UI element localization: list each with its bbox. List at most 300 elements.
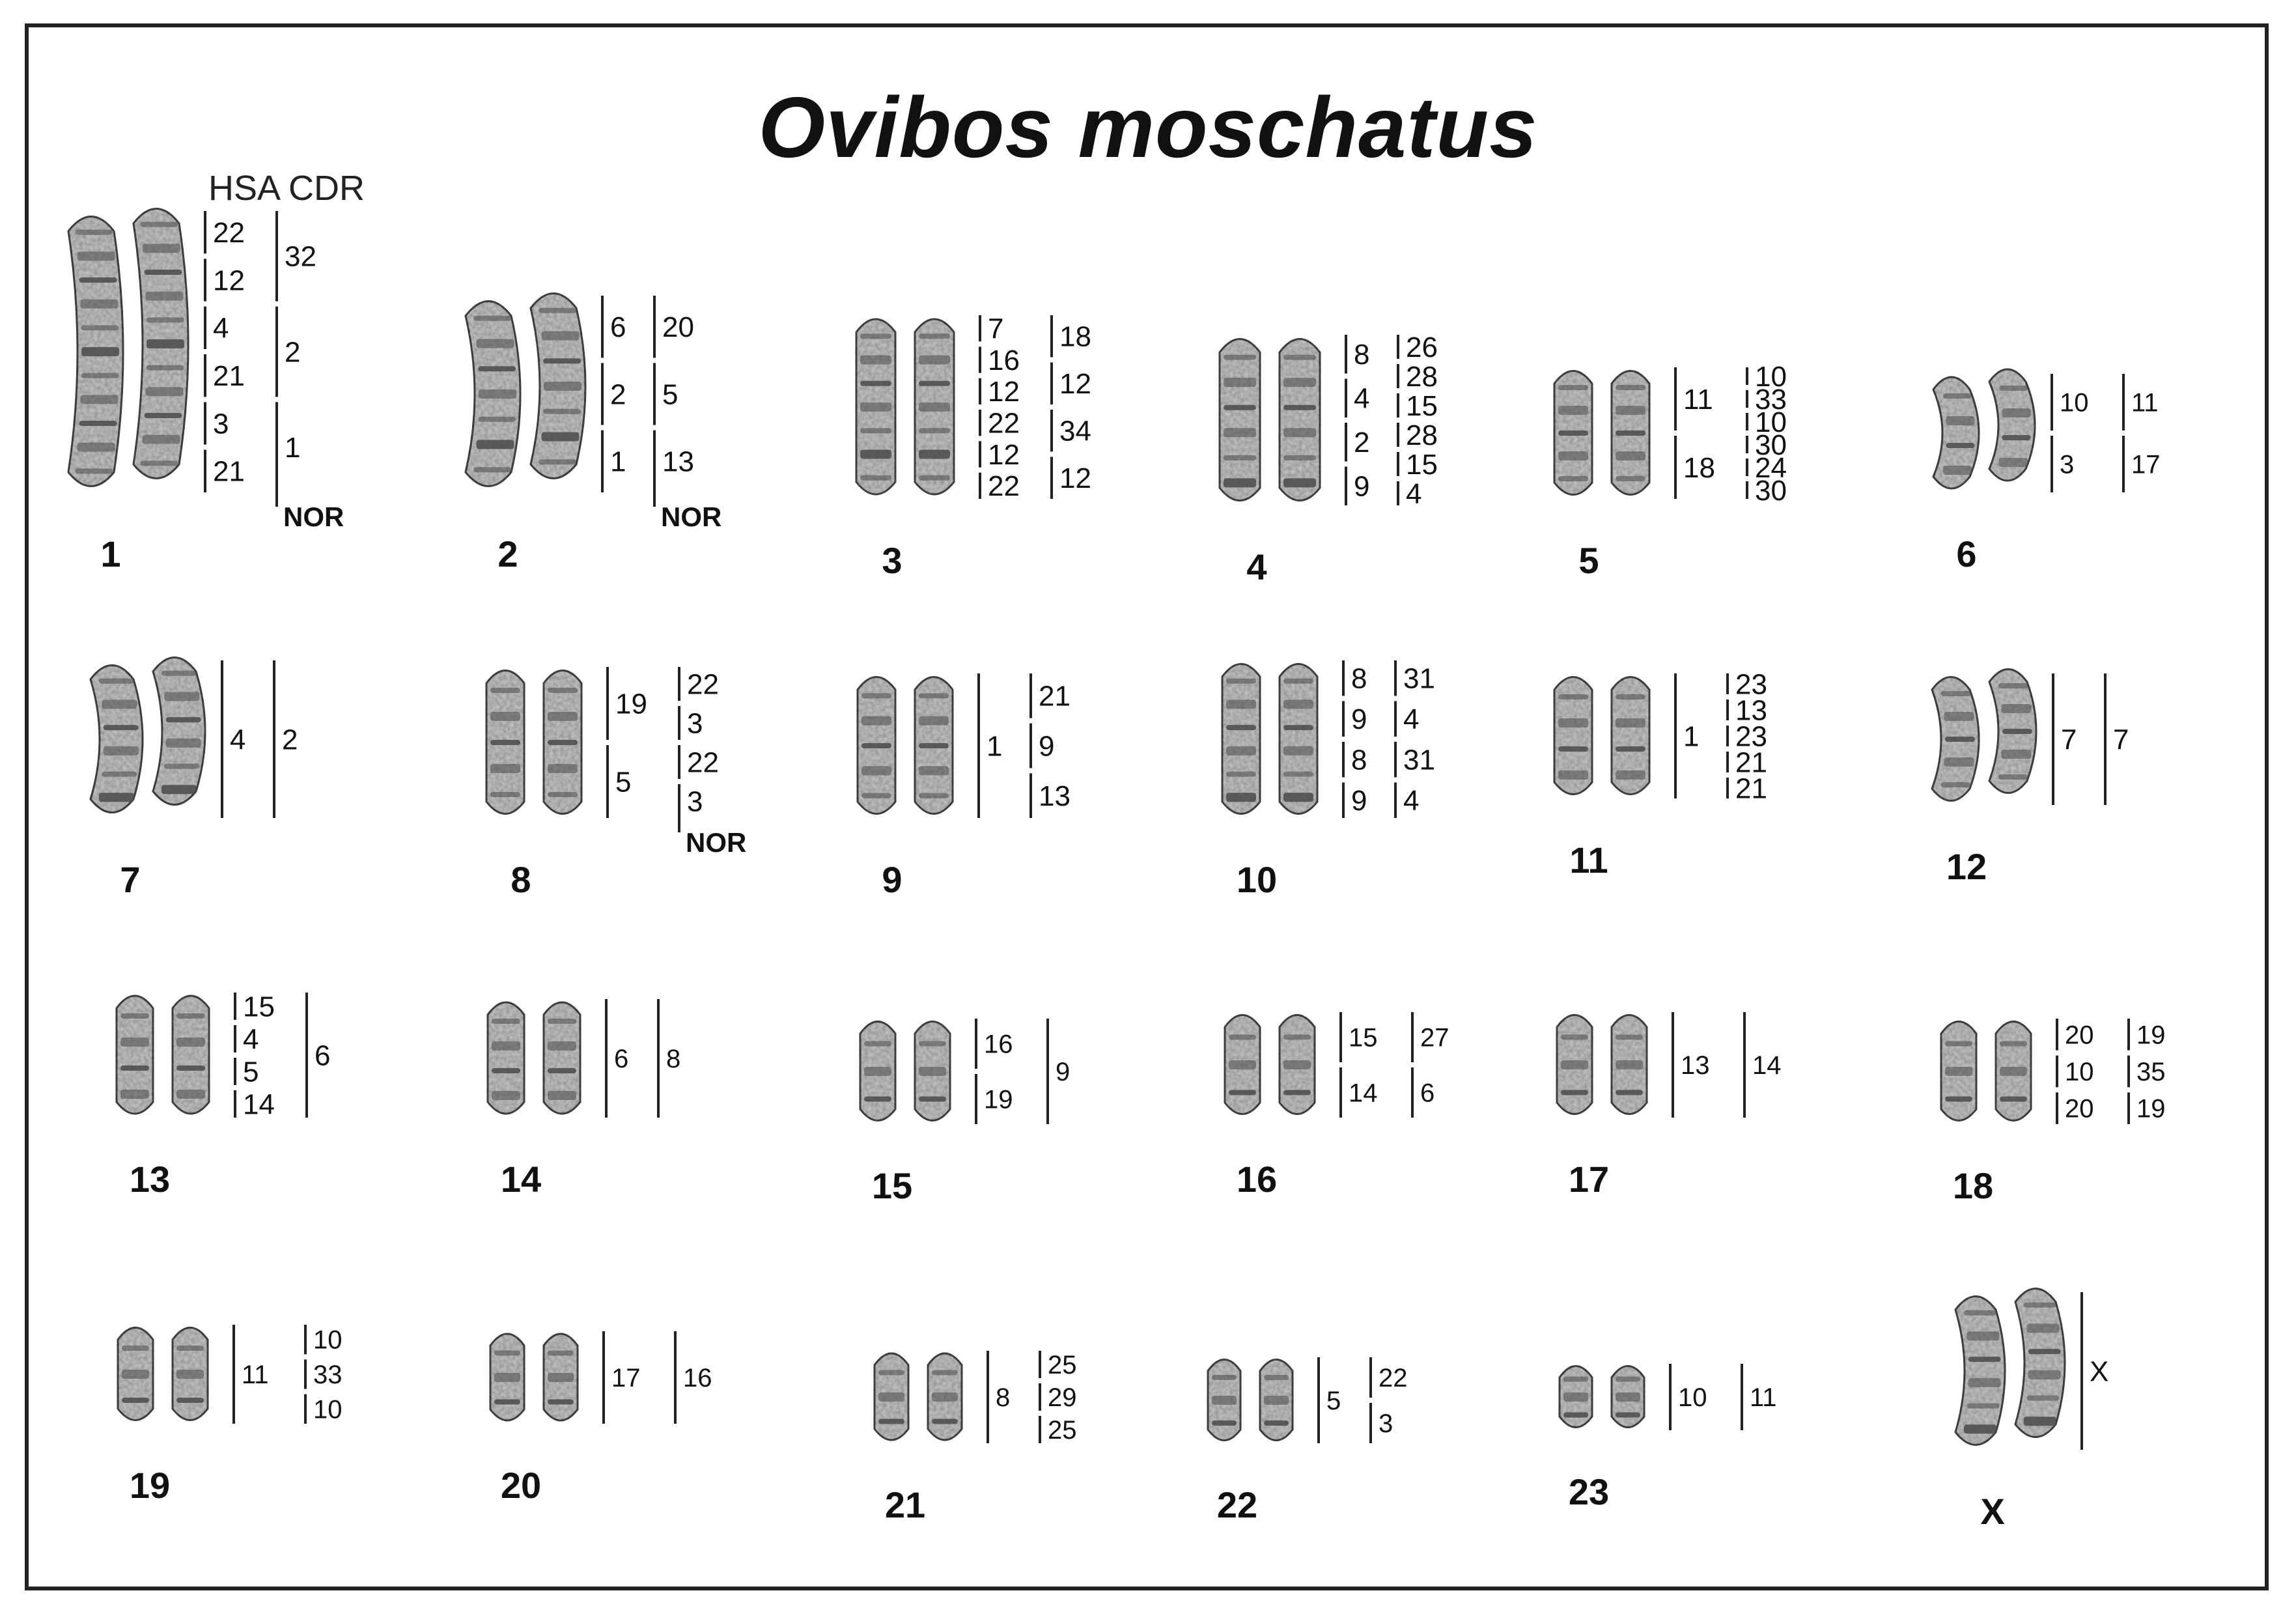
cdr-col2-label: 30: [1755, 474, 1787, 507]
chromosome-band: [1941, 782, 1971, 787]
chromosome-band: [2024, 1417, 2056, 1426]
chromosome-band: [1616, 385, 1645, 390]
chromosome-band: [1226, 746, 1256, 755]
chromosome-pair-11: [1554, 668, 1767, 881]
chromosome-number: 19: [129, 1465, 171, 1506]
cdr-col2-label: 9: [1039, 730, 1055, 763]
chromosome-band: [75, 468, 113, 473]
cdr-col2-label: 32: [285, 240, 316, 273]
chromosome-band: [548, 1019, 576, 1024]
chromosome-band: [81, 373, 119, 378]
chromosome-band: [1967, 1331, 1999, 1340]
chromosome-band: [1224, 405, 1256, 410]
chromosome-band: [1616, 1060, 1643, 1069]
chromosome-band: [1964, 1310, 1996, 1316]
chromosome-band: [1998, 774, 2028, 780]
cdr-col1-label: 18: [1683, 451, 1715, 484]
chromosome-band: [548, 792, 578, 797]
chromosome-band: [176, 1370, 204, 1379]
chromosome-pair-23: [1560, 1364, 1777, 1512]
chromosome-band: [143, 244, 180, 253]
chromosome-band: [1616, 1392, 1640, 1402]
cdr-col2-label: 35: [2136, 1058, 2166, 1086]
chromosome-band: [477, 339, 514, 348]
chromosome-band: [1968, 1378, 2001, 1387]
chromosome-band: [1999, 458, 2028, 467]
chromosome-pair-1: [68, 209, 344, 575]
chromosome-band: [478, 417, 516, 422]
chromosome-band: [166, 739, 201, 748]
chromosome-band: [1229, 1035, 1256, 1040]
chromosome-number: 7: [120, 859, 141, 900]
cdr-col1-label: 5: [243, 1056, 259, 1088]
chromosome-number: 3: [882, 540, 903, 581]
cdr-col1-label: 6: [614, 1045, 629, 1073]
chromosome-number: 14: [500, 1159, 542, 1200]
chromosome-band: [492, 1091, 520, 1100]
chromosome-band: [548, 1351, 574, 1356]
chromosome-band: [1283, 746, 1313, 755]
chromosome-band: [2026, 1396, 2059, 1401]
chromosome-pair-19: [118, 1325, 343, 1506]
cdr-col2-label: 8: [666, 1045, 681, 1073]
chromosome-band: [1945, 1097, 1972, 1102]
chromosome-band: [1967, 1404, 1999, 1409]
chromosome-pair-8: [486, 667, 746, 900]
chromosome-band: [122, 1346, 149, 1351]
chromosome-band: [1964, 1424, 1996, 1433]
chromosome-band: [176, 1346, 204, 1351]
chromosome-band: [1558, 746, 1588, 752]
figure-title: Ovibos moschatus: [758, 79, 1538, 175]
cdr-col1-label: 16: [988, 344, 1020, 376]
cdr-col2-label: 28: [1406, 419, 1438, 451]
chromosome-band: [80, 300, 118, 309]
chromosome-band: [1283, 378, 1316, 387]
cdr-col2-label: 34: [1059, 415, 1091, 447]
chromosome-left: [1955, 1297, 2005, 1445]
chromosome-band: [2001, 704, 2031, 713]
cdr-col2-label: 22: [1379, 1364, 1408, 1392]
chromosome-pair-21: [875, 1351, 1077, 1525]
chromosome-band: [1224, 455, 1256, 460]
cdr-col1-label: 7: [988, 313, 1004, 345]
chromosome-right: [2015, 1289, 2065, 1437]
chromosome-band: [1943, 466, 1972, 475]
chromosome-band: [860, 402, 891, 412]
chromosome-band: [1224, 428, 1256, 437]
chromosome-pair-15: [860, 1019, 1070, 1206]
chromosome-band: [1945, 1041, 1972, 1047]
chromosome-band: [1616, 718, 1645, 727]
cdr-col1-label: 3: [2060, 450, 2075, 479]
chromosome-band: [919, 716, 949, 726]
chromosome-band: [492, 1019, 520, 1024]
cdr-col1-label: 9: [1351, 785, 1367, 817]
chromosome-band: [860, 475, 891, 481]
chromosome-band: [176, 1398, 204, 1403]
chromosome-band: [864, 1041, 891, 1047]
chromosome-band: [1616, 430, 1645, 436]
chromosome-band: [1558, 385, 1588, 390]
chromosome-left: [1220, 339, 1260, 501]
cdr-col1-label: 21: [213, 455, 245, 488]
chromosome-band: [2028, 1349, 2061, 1354]
cdr-col2-label: 19: [2136, 1094, 2166, 1123]
cdr-col2-label: 14: [1752, 1051, 1782, 1080]
cdr-col2-label: 12: [1059, 368, 1091, 401]
chromosome-band: [1563, 1392, 1588, 1402]
chromosome-band: [1946, 443, 1974, 448]
cdr-col2-label: 9: [1056, 1058, 1071, 1086]
chromosome-band: [490, 688, 520, 693]
chromosome-band: [1224, 355, 1256, 360]
cdr-col2-label: 21: [1039, 680, 1071, 713]
chromosome-band: [2002, 435, 2030, 440]
chromosome-band: [864, 1097, 891, 1102]
cdr-col1-label: 12: [988, 438, 1020, 471]
cdr-col2-label: 28: [1406, 360, 1438, 393]
chromosome-band: [1616, 1090, 1643, 1095]
chromosome-band: [145, 413, 182, 418]
chromosome-pair-4: [1220, 332, 1438, 587]
chromosome-right: [1280, 339, 1320, 501]
chromosome-band: [479, 389, 516, 399]
chromosome-right: [153, 658, 205, 805]
chromosome-band: [1563, 1413, 1588, 1418]
chromosome-band: [1283, 355, 1316, 360]
cdr-col1-label: 8: [996, 1383, 1011, 1412]
chromosome-band: [1283, 699, 1313, 709]
cdr-col2-label: 25: [1048, 1416, 1077, 1445]
cdr-col2-label: 33: [313, 1361, 343, 1389]
chromosome-band: [1283, 679, 1313, 684]
chromosome-band: [494, 1400, 520, 1405]
chromosome-band: [1616, 1035, 1643, 1040]
cdr-col1-label: 8: [1354, 339, 1370, 371]
cdr-col2-label: 24: [1755, 451, 1787, 484]
cdr-col2-label: 10: [1755, 360, 1787, 393]
cdr-col2-label: 15: [1406, 448, 1438, 481]
cdr-col1-label: 19: [615, 688, 647, 720]
chromosome-band: [1616, 1413, 1640, 1418]
cdr-col1-label: 22: [988, 470, 1020, 503]
chromosome-band: [104, 746, 139, 755]
chromosome-band: [1226, 772, 1256, 777]
chromosome-band: [548, 1041, 576, 1051]
chromosome-band: [919, 1041, 946, 1047]
chromosome-band: [878, 1370, 904, 1376]
cdr-col2-label: 6: [1420, 1079, 1435, 1108]
chromosome-band: [2028, 1370, 2061, 1379]
chromosome-band: [1264, 1375, 1289, 1380]
chromosome-band: [478, 366, 516, 371]
chromosome-pair-9: [858, 673, 1071, 900]
cdr-col2-label: 4: [1403, 703, 1420, 736]
chromosome-band: [1944, 757, 1974, 767]
cdr-col2-label: 10: [1755, 406, 1787, 438]
chromosome-number: 9: [882, 859, 903, 900]
cdr-col1-label: 17: [611, 1364, 641, 1392]
chromosome-band: [1616, 451, 1645, 460]
chromosome-band: [548, 712, 578, 721]
chromosome-number: 16: [1236, 1159, 1278, 1200]
chromosome-band: [120, 1037, 149, 1047]
chromosome-band: [161, 785, 197, 794]
chromosome-band: [1212, 1396, 1237, 1405]
chromosome-band: [1563, 1377, 1588, 1382]
nor-label: NOR: [661, 501, 722, 532]
chromosome-band: [122, 1370, 149, 1379]
cdr-col2-label: 11: [1750, 1383, 1777, 1412]
cdr-col2-label: 15: [1406, 389, 1438, 422]
chromosome-pair-22: [1208, 1357, 1408, 1525]
chromosome-band: [2000, 1041, 2027, 1047]
chromosome-band: [1616, 1377, 1640, 1382]
chromosome-band: [1944, 712, 1974, 721]
chromosome-band: [147, 339, 184, 348]
chromosome-band: [1616, 694, 1645, 699]
chromosome-band: [176, 1066, 205, 1071]
chromosome-band: [861, 743, 891, 748]
cdr-col1-label: 5: [1326, 1387, 1341, 1415]
cdr-col2-label: 3: [687, 707, 703, 740]
chromosome-band: [861, 766, 891, 775]
chromosome-band: [492, 1041, 520, 1051]
chromosome-band: [1283, 428, 1316, 437]
chromosome-number: 23: [1568, 1471, 1610, 1512]
chromosome-band: [1558, 476, 1588, 481]
chromosome-band: [1998, 683, 2028, 688]
chromosome-band: [164, 764, 199, 769]
chromosome-band: [860, 381, 891, 386]
chromosome-band: [104, 725, 139, 730]
cdr-col2-label: 22: [687, 668, 719, 701]
cdr-col2-label: 13: [1735, 694, 1767, 727]
cdr-col1-label: 22: [213, 217, 245, 249]
chromosome-band: [120, 1090, 149, 1099]
chromosome-band: [861, 793, 891, 798]
chromosome-band: [102, 772, 137, 777]
cdr-col1-label: 6: [610, 311, 626, 344]
chromosome-band: [1226, 793, 1256, 802]
chromosome-band: [860, 356, 891, 365]
chromosome-band: [919, 1067, 946, 1076]
chromosome-number: 22: [1216, 1484, 1258, 1525]
cdr-col1-label: 22: [988, 407, 1020, 440]
chromosome-band: [1212, 1375, 1237, 1380]
cdr-col2-label: 10: [313, 1325, 343, 1355]
chromosome-band: [1283, 1090, 1311, 1095]
chromosome-number: 10: [1236, 859, 1278, 900]
chromosome-pair-5: [1554, 361, 1787, 581]
cdr-col2-label: 12: [1059, 462, 1091, 495]
cdr-col2-label: 20: [662, 311, 694, 344]
chromosome-band: [542, 332, 580, 341]
cdr-col2-label: 5: [662, 378, 679, 411]
chromosome-band: [543, 358, 581, 363]
cdr-col2-label: 19: [2136, 1021, 2166, 1050]
chromosome-number: 11: [1569, 840, 1608, 881]
cdr-col1-label: 15: [243, 991, 275, 1023]
chromosome-band: [2026, 1323, 2059, 1333]
chromosome-band: [79, 421, 117, 426]
chromosome-pair-2: [466, 294, 721, 575]
cdr-col1-label: 9: [1354, 470, 1370, 503]
chromosome-band: [1212, 1420, 1237, 1426]
chromosome-band: [1224, 478, 1256, 487]
chromosome-band: [860, 333, 891, 339]
cdr-col2-label: 31: [1403, 744, 1435, 776]
chromosome-band: [490, 764, 520, 773]
chromosome-band: [81, 347, 119, 356]
chromosome-band: [120, 1066, 149, 1071]
cdr-col1-label: 10: [2065, 1058, 2094, 1086]
chromosome-number: 13: [129, 1159, 171, 1200]
chromosome-band: [1561, 1060, 1588, 1069]
chromosome-band: [99, 793, 134, 802]
chromosome-band: [164, 692, 199, 701]
chromosome-band: [1283, 455, 1316, 460]
chromosome-band: [492, 1068, 520, 1073]
chromosome-band: [860, 428, 891, 433]
chromosome-band: [548, 688, 578, 693]
cdr-col2-label: 25: [1048, 1351, 1077, 1379]
chromosome-band: [1946, 416, 1974, 425]
cdr-col1-label: 13: [1681, 1051, 1710, 1080]
chromosome-number: 4: [1246, 546, 1267, 587]
cdr-col2-label: 16: [683, 1364, 712, 1392]
cdr-col2-label: 10: [313, 1395, 343, 1424]
chromosome-band: [494, 1351, 520, 1356]
chromosome-band: [1558, 718, 1588, 727]
cdr-col1-label: 20: [2065, 1021, 2094, 1050]
chromosome-band: [473, 316, 511, 321]
cdr-col2-label: 27: [1420, 1023, 1449, 1052]
cdr-col2-label: 1: [285, 432, 301, 464]
chromosome-band: [878, 1392, 904, 1402]
chromosome-band: [490, 712, 520, 721]
chromosome-band: [145, 292, 183, 301]
chromosome-band: [145, 387, 183, 396]
cdr-col1-label: 14: [243, 1088, 275, 1121]
chromosome-band: [176, 1013, 205, 1019]
hsa-cdr-header: HSA CDR: [208, 169, 365, 208]
cdr-col2-label: 29: [1048, 1383, 1077, 1412]
cdr-col2-label: 2: [282, 724, 298, 756]
chromosome-band: [1264, 1396, 1289, 1405]
chromosome-band: [1283, 478, 1316, 487]
chromosome-band: [919, 793, 949, 798]
cdr-col2-label: 2: [285, 336, 301, 369]
chromosome-band: [1229, 1060, 1256, 1069]
chromosome-band: [932, 1370, 958, 1376]
chromosome-band: [1283, 772, 1313, 777]
chromosome-band: [1264, 1420, 1289, 1426]
chromosome-band: [2000, 1067, 2027, 1076]
cdr-col1-label: 20: [2065, 1094, 2094, 1123]
chromosome-pair-20: [490, 1331, 712, 1506]
cdr-col1-label: 19: [984, 1085, 1013, 1114]
chromosome-band: [1945, 1067, 1972, 1076]
chromosome-pair-10: [1222, 660, 1435, 900]
chromosome-band: [1226, 699, 1256, 709]
cdr-col1-label: 8: [1351, 744, 1367, 776]
cdr-col1-label: 10: [1678, 1383, 1707, 1412]
chromosome-band: [79, 277, 117, 283]
cdr-col1-label: 2: [610, 378, 626, 411]
chromosome-band: [919, 743, 949, 748]
chromosome-number: 21: [884, 1484, 926, 1525]
chromosome-band: [473, 467, 511, 472]
cdr-col1-label: 12: [988, 376, 1020, 408]
cdr-col2-label: 4: [1406, 477, 1422, 510]
cdr-col1-label: 8: [1351, 662, 1367, 695]
chromosome-band: [1558, 430, 1588, 436]
chromosome-band: [2024, 1303, 2056, 1308]
chromosome-right: [1280, 664, 1317, 814]
chromosome-band: [919, 356, 950, 365]
chromosome-band: [166, 717, 201, 722]
chromosome-number: 8: [511, 859, 531, 900]
cdr-col1-label: 4: [1354, 382, 1370, 415]
chromosome-band: [477, 440, 514, 449]
chromosome-band: [932, 1392, 958, 1402]
chromosome-number: 6: [1956, 533, 1977, 574]
chromosome-band: [919, 428, 950, 433]
chromosome-band: [1283, 1035, 1311, 1040]
chromosome-band: [1283, 725, 1313, 730]
cdr-col1-label: 9: [1351, 703, 1367, 736]
chromosome-band: [161, 671, 197, 676]
chromosome-band: [1226, 679, 1256, 684]
cdr-col1-label: 12: [213, 264, 245, 297]
chromosome-band: [490, 740, 520, 745]
chromosome-band: [1224, 378, 1256, 387]
chromosome-band: [1283, 1060, 1311, 1069]
cdr-col2-label: 6: [315, 1039, 331, 1072]
chromosome-pair-17: [1557, 1012, 1782, 1200]
cdr-col1-label: 5: [615, 766, 632, 798]
chromosome-band: [145, 270, 182, 275]
chromosome-band: [1558, 406, 1588, 415]
chromosome-band: [1616, 476, 1645, 481]
chromosome-band: [77, 251, 115, 261]
chromosome-band: [2000, 1097, 2027, 1102]
cdr-col2-label: 11: [2131, 388, 2159, 417]
cdr-col1-label: 4: [243, 1023, 259, 1056]
chromosome-band: [2001, 750, 2031, 759]
chromosome-band: [548, 1373, 574, 1382]
chromosome-number: 17: [1568, 1159, 1610, 1200]
chromosome-number: 2: [497, 533, 518, 574]
chromosome-band: [75, 230, 113, 235]
cdr-col2-label: 33: [1755, 383, 1787, 416]
chromosome-number: 12: [1946, 846, 1987, 887]
chromosome-band: [81, 325, 119, 330]
cdr-col2-label: 26: [1406, 331, 1438, 363]
chromosome-band: [120, 1013, 149, 1019]
chromosome-band: [147, 365, 184, 371]
cdr-col1-label: 16: [984, 1030, 1013, 1059]
chromosome-band: [176, 1037, 205, 1047]
chromosome-band: [1943, 393, 1972, 399]
chromosome-pair-6: [1933, 369, 2161, 574]
chromosome-band: [1561, 1090, 1588, 1095]
cdr-col1-label: 11: [242, 1361, 269, 1389]
chromosome-band: [490, 792, 520, 797]
chromosome-band: [860, 450, 891, 459]
